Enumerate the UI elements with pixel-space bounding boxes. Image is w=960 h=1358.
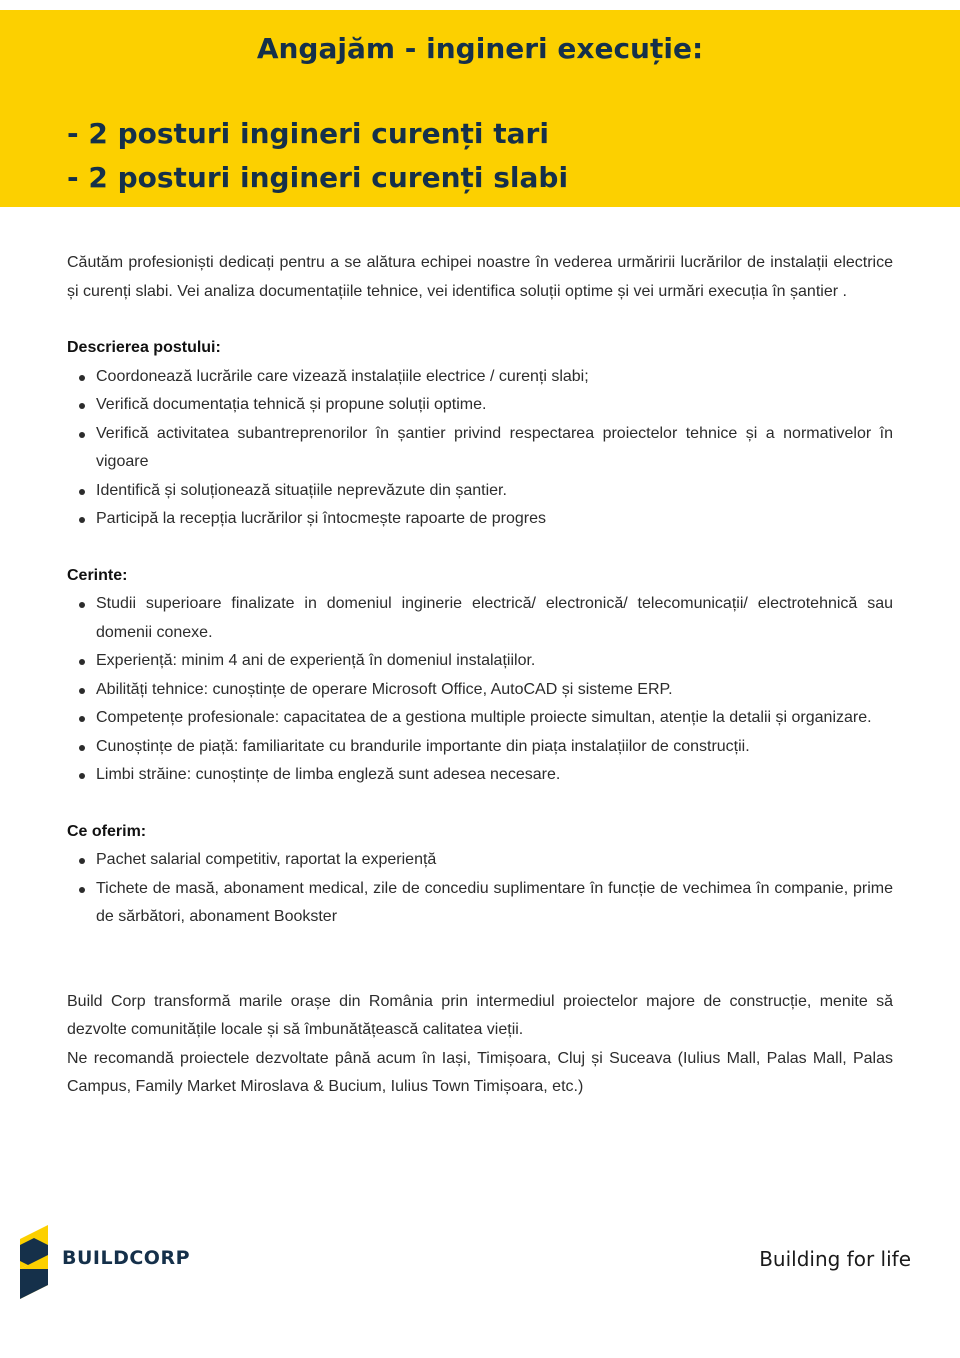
- buildcorp-logo-icon: [20, 1225, 50, 1301]
- list-item: Verifică documentația tehnică și propune soluții optime.: [67, 391, 893, 420]
- list-item: Coordonează lucrările care vizează instalațiile electrice / curenți slabi;: [67, 363, 893, 392]
- list-item: Abilități tehnice: cunoștințe de operare Microsoft Office, AutoCAD și sisteme ERP.: [67, 676, 893, 705]
- page-title: Angajăm - ingineri execuție:: [256, 32, 704, 65]
- tagline: Building for life: [759, 1247, 911, 1271]
- list-item: Pachet salarial competitiv, raportat la experiență: [67, 846, 893, 875]
- header-banner: [0, 10, 960, 207]
- list-item: Participă la recepția lucrărilor și întocmește rapoarte de progres: [67, 505, 893, 534]
- logo-wordmark: BUILDCORP: [62, 1247, 191, 1269]
- description-heading: Descrierea postului:: [67, 339, 221, 356]
- list-item: Identifică și soluționează situațiile neprevăzute din șantier.: [67, 477, 893, 506]
- list-item: Experiență: minim 4 ani de experiență în domeniul instalațiilor.: [67, 647, 893, 676]
- list-item: Tichete de masă, abonament medical, zile de concediu suplimentare în funcție de vechimea în companie, prime de sărbători, abonament Bookster: [67, 875, 893, 932]
- logo-navy-lower: [20, 1269, 48, 1299]
- position-line-heavy-current: - 2 posturi ingineri curenți tari: [67, 117, 549, 150]
- list-item: Competențe profesionale: capacitatea de a gestiona multiple proiecte simultan, atenție la detalii și organizare.: [67, 704, 893, 733]
- intro-paragraph: Căutăm profesioniști dedicați pentru a se alătura echipei noastre în vederea urmăririi lucrărilor de instalații electrice și curenți slabi. Vei analiza documentațiile tehnice, vei identifica soluții optime și vei urmări execuția în șantier .: [67, 254, 893, 300]
- list-item: Limbi străine: cunoștințe de limba engleză sunt adesea necesare.: [67, 761, 893, 790]
- requirements-heading: Cerinte:: [67, 566, 128, 584]
- requirements-list: [67, 590, 893, 790]
- position-line-low-current: - 2 posturi ingineri curenți slabi: [67, 161, 569, 194]
- list-item: Studii superioare finalizate in domeniul inginerie electrică/ electronică/ telecomunicații/ electrotehnică sau domenii conexe.: [67, 590, 893, 647]
- job-description-body: [67, 249, 893, 1102]
- offer-list: [67, 846, 893, 932]
- offer-heading: Ce oferim:: [67, 822, 147, 840]
- company-references-paragraph: Ne recomandă proiectele dezvoltate până acum în Iași, Timișoara, Cluj și Suceava (Iulius Mall, Palas Mall, Palas Campus, Family Market Miroslava & Bucium, Iulius Town Timișoara, etc.): [67, 1049, 893, 1095]
- description-list: [67, 363, 893, 534]
- list-item: Verifică activitatea subantreprenorilor în șantier privind respectarea proiectelor tehnice și a normativelor în vigoare: [67, 420, 893, 477]
- list-item: Cunoștințe de piață: familiaritate cu brandurile importante din piața instalațiilor de construcții.: [67, 733, 893, 762]
- company-about-paragraph: Build Corp transformă marile orașe din România prin intermediul proiectelor majore de construcție, menite să dezvolte comunitățile locale și să îmbunătățească calitatea vieții.: [67, 992, 893, 1038]
